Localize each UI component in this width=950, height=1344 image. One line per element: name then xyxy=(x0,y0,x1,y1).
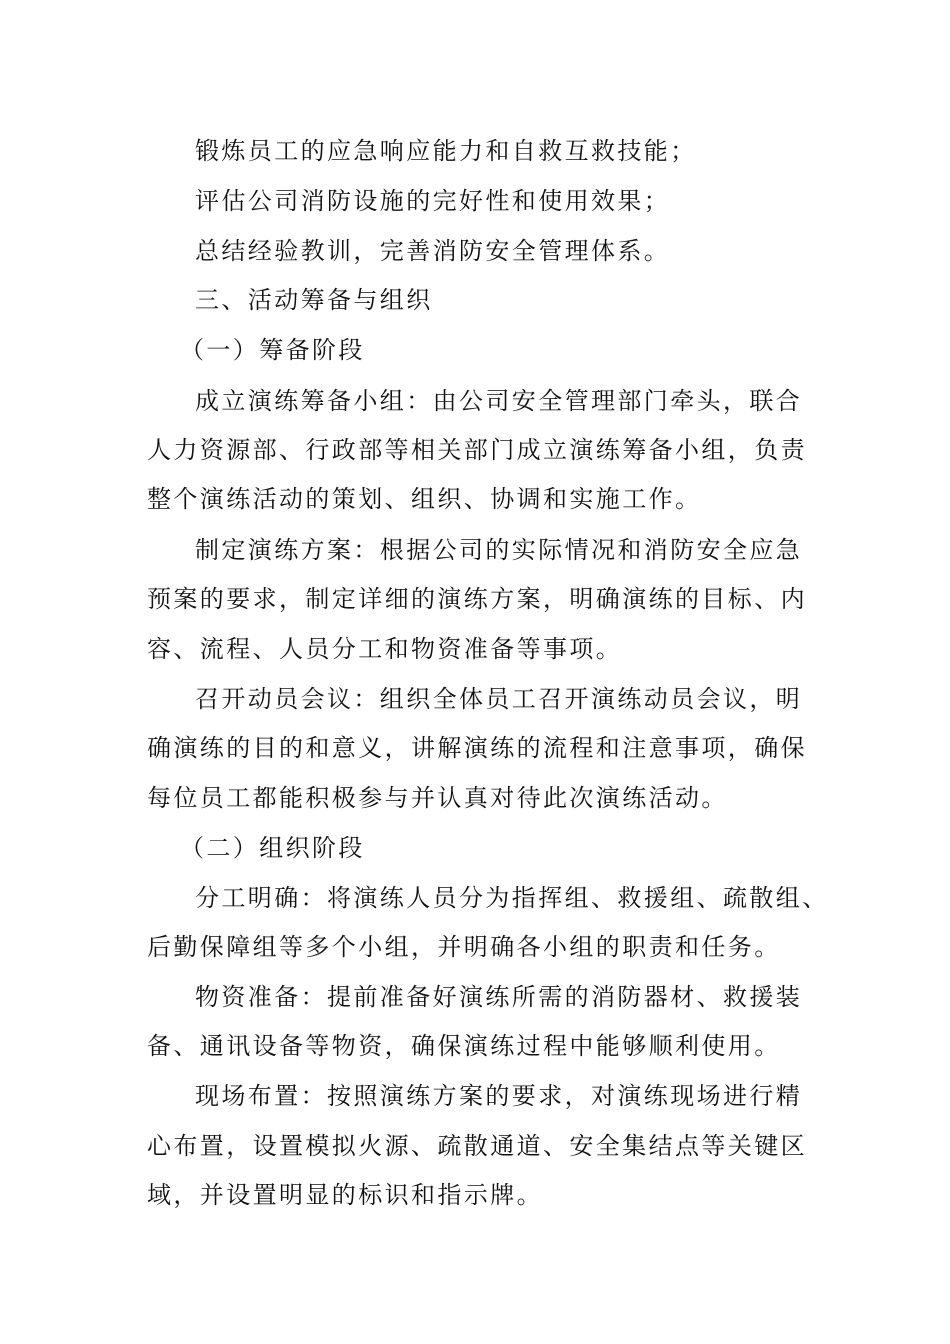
text-line: 容、流程、人员分工和物资准备等事项。 xyxy=(147,635,623,663)
text-line: 现场布置：按照演练方案的要求，对演练现场进行精 xyxy=(195,1082,803,1110)
text-line: 成立演练筹备小组：由公司安全管理部门牵头，联合 xyxy=(195,387,803,415)
text-line: 总结经验教训，完善消防安全管理体系。 xyxy=(195,237,671,265)
text-line: 召开动员会议：组织全体员工召开演练动员会议，明 xyxy=(195,685,803,713)
subsection-heading: （一）筹备阶段 xyxy=(180,336,365,364)
text-line: 评估公司消防设施的完好性和使用效果； xyxy=(195,187,671,215)
text-line: 备、通讯设备等物资，确保演练过程中能够顺利使用。 xyxy=(147,1032,781,1060)
text-line: 心布置，设置模拟火源、疏散通道、安全集结点等关键区 xyxy=(147,1132,807,1160)
text-line: 整个演练活动的策划、组织、协调和实施工作。 xyxy=(147,485,702,513)
text-line: 每位员工都能积极参与并认真对待此次演练活动。 xyxy=(147,784,728,812)
subsection-heading: （二）组织阶段 xyxy=(180,834,365,862)
text-line: 确演练的目的和意义，讲解演练的流程和注意事项，确保 xyxy=(147,734,807,762)
text-line: 物资准备：提前准备好演练所需的消防器材、救援装 xyxy=(195,983,803,1011)
section-heading: 三、活动筹备与组织 xyxy=(195,286,433,314)
text-line: 锻炼员工的应急响应能力和自救互救技能； xyxy=(195,137,697,165)
text-line: 后勤保障组等多个小组，并明确各小组的职责和任务。 xyxy=(147,933,781,961)
text-line: 域，并设置明显的标识和指示牌。 xyxy=(147,1181,543,1209)
text-line: 人力资源部、行政部等相关部门成立演练筹备小组，负责 xyxy=(147,436,807,464)
text-line: 分工明确：将演练人员分为指挥组、救援组、疏散组、 xyxy=(195,884,829,912)
text-line: 制定演练方案：根据公司的实际情况和消防安全应急 xyxy=(195,536,803,564)
text-line: 预案的要求，制定详细的演练方案，明确演练的目标、内 xyxy=(147,585,807,613)
